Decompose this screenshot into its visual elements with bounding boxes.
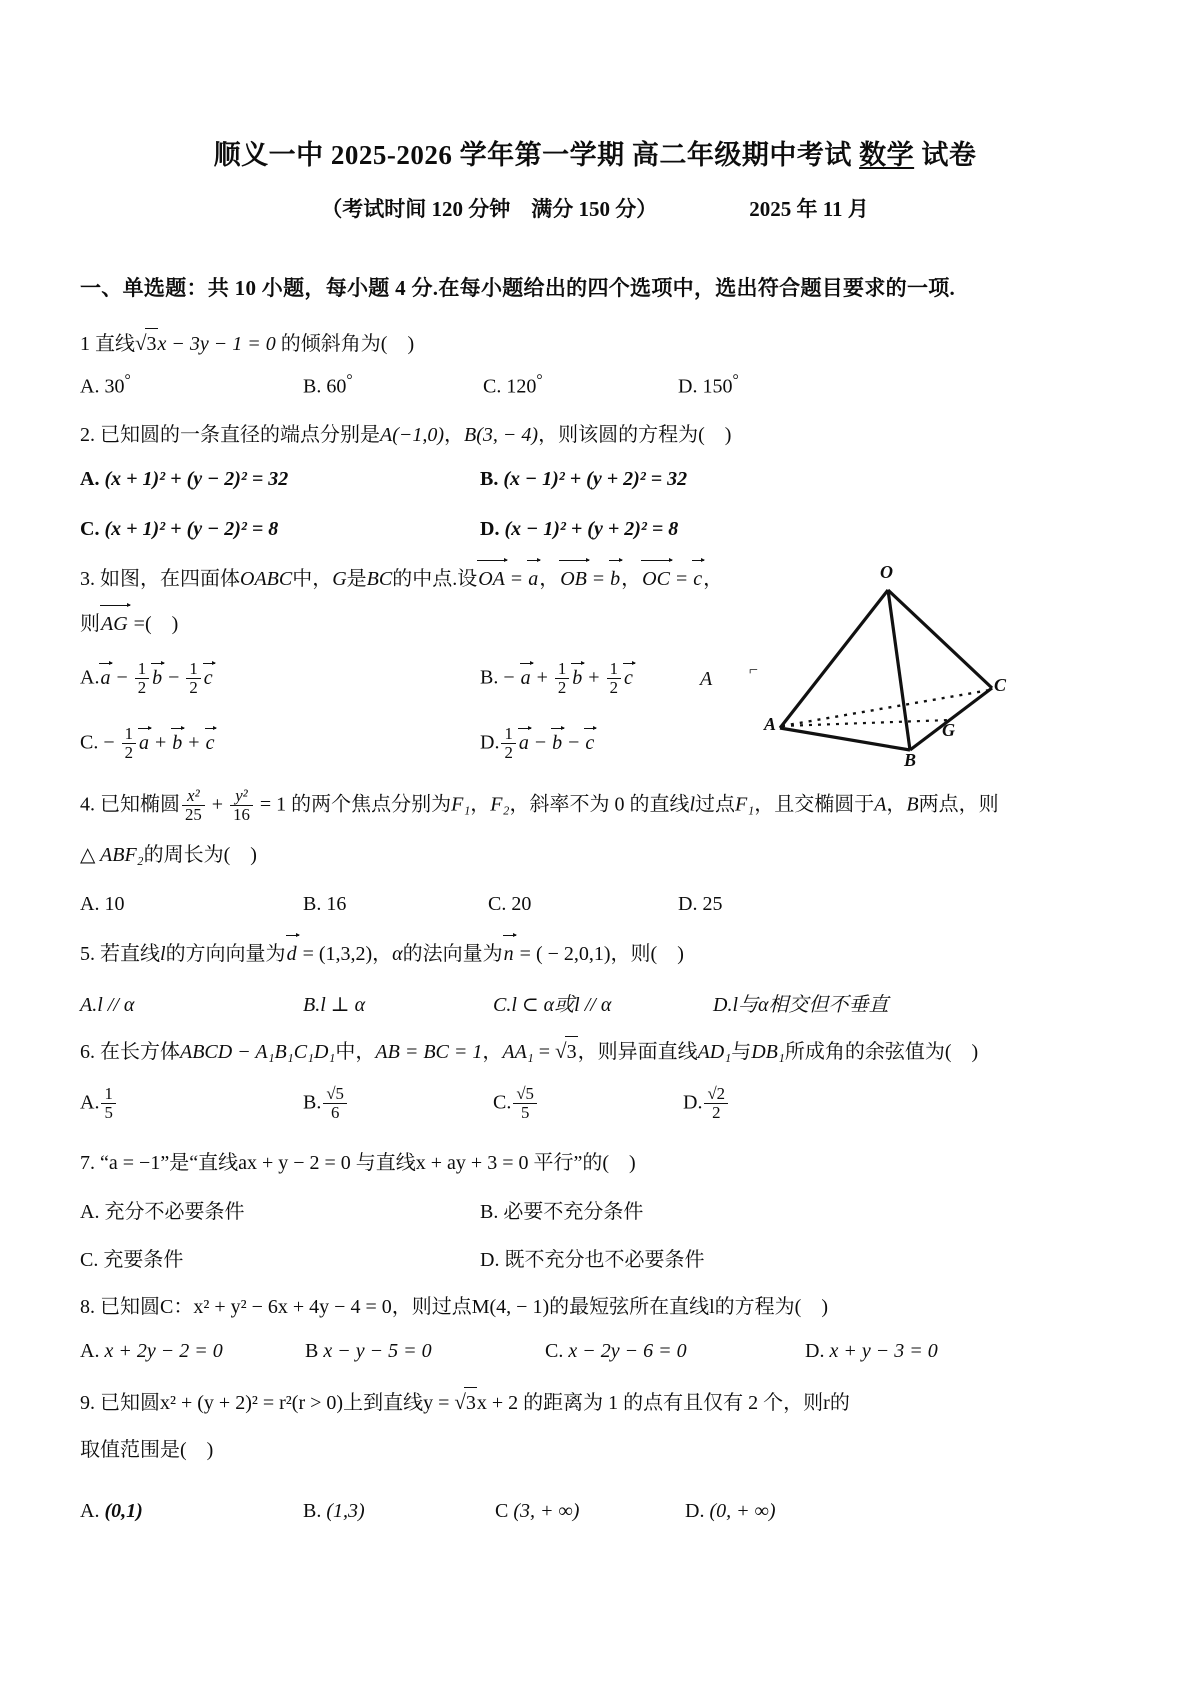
q4-number: 4. bbox=[80, 793, 95, 816]
vector-n: n bbox=[504, 938, 514, 969]
q4-option-a[interactable]: A. 10 bbox=[80, 893, 125, 915]
exam-date: 2025 年 11 月 bbox=[749, 197, 869, 221]
q8-option-d[interactable]: D. x + y − 3 = 0 bbox=[805, 1340, 938, 1362]
question-4-stem: 4. 已知椭圆 $\frac{\text{x²}}{25}$ + $\frac{\text{y²}}{16}$ = 1 的两个焦点分别为F₁，F₂，斜率不为 0 的直线l过点F₁，且交椭圆于A，B两点，则 bbox=[80, 786, 999, 824]
figure-label-o: O bbox=[880, 562, 893, 582]
question-2-options-row2 bbox=[80, 518, 1120, 541]
tetrahedron-svg bbox=[760, 560, 1020, 775]
exam-duration-score: （考试时间 120 分钟 满分 150 分） bbox=[321, 197, 658, 221]
q6-option-d[interactable]: D. $\frac{√2}{2}$ bbox=[683, 1085, 730, 1122]
q9-option-a[interactable]: A. (0,1) bbox=[80, 1500, 143, 1522]
q1-option-a[interactable]: A. 30° bbox=[80, 372, 131, 398]
question-6-options bbox=[80, 1085, 1120, 1122]
question-7-stem bbox=[80, 1148, 1120, 1178]
q2-point-b: B(3, − 4) bbox=[464, 424, 539, 446]
question-8-stem bbox=[80, 1292, 1120, 1322]
q2-option-c[interactable]: C. (x + 1)² + (y − 2)² = 8 bbox=[80, 518, 279, 540]
question-6-stem: 6. 在长方体ABCD − A₁B₁C₁D₁中，AB = BC = 1，AA₁ = √3，则异面直线AD₁与DB₁所成角的余弦值为( ) bbox=[80, 1036, 1120, 1068]
question-4-stem-line2: △ ABF₂的周长为( ) bbox=[80, 844, 257, 866]
q7-option-d[interactable]: D. 既不充分也不必要条件 bbox=[480, 1249, 705, 1271]
vector-c: c bbox=[693, 563, 702, 594]
q6-option-a[interactable]: A. $\frac{1}{5}$ bbox=[80, 1085, 303, 1122]
question-2-stem: 2. 已知圆的一条直径的端点分别是A(−1,0)，B(3, − 4)，则该圆的方程为( ) bbox=[80, 424, 732, 446]
vector-a: a bbox=[528, 563, 538, 594]
q7-number: 7. bbox=[80, 1152, 95, 1174]
title-main: 顺义一中 2025-2026 学年第一学期 高二年级期中考试 bbox=[213, 140, 860, 170]
q5-number: 5. bbox=[80, 943, 95, 965]
question-2-options-row1 bbox=[80, 468, 1120, 491]
vector-OA: OA bbox=[478, 563, 505, 594]
question-8-options bbox=[80, 1340, 1120, 1363]
q8-option-c[interactable]: C. x − 2y − 6 = 0 bbox=[545, 1340, 687, 1362]
sqrt-3: √3 bbox=[555, 1036, 578, 1068]
stray-mark-a: A bbox=[700, 668, 713, 690]
q9-option-d[interactable]: D. (0, + ∞) bbox=[685, 1500, 776, 1522]
q4-option-b[interactable]: B. 16 bbox=[303, 893, 347, 915]
q6-option-c[interactable]: C. $\frac{√5}{5}$ bbox=[493, 1085, 683, 1122]
q8-option-a[interactable]: A. x + 2y − 2 = 0 bbox=[80, 1340, 223, 1362]
section-header-single-choice: 一、单选题：共 10 小题，每小题 4 分.在每小题给出的四个选项中，选出符合题目要求的一项. bbox=[80, 276, 956, 300]
q3-number: 3. bbox=[80, 568, 95, 590]
q3-option-c[interactable]: C. − $\frac{1}{2}$ a + b + c bbox=[80, 724, 215, 762]
q2-option-b[interactable]: B. (x − 1)² + (y + 2)² = 32 bbox=[480, 468, 688, 490]
vector-OB: OB bbox=[560, 563, 587, 594]
vector-d: d bbox=[287, 938, 297, 969]
question-7-options-row2 bbox=[80, 1243, 1120, 1272]
q2-stem-b: ，则该圆的方程为( ) bbox=[538, 424, 732, 446]
q8-stem-text: 已知圆C：x² + y² − 6x + 4y − 4 = 0，则过点M(4, − 1)的最短弦所在直线l的方程为( ) bbox=[100, 1296, 828, 1318]
exam-meta-line bbox=[0, 193, 1190, 223]
frac-y2-16: $\frac{\text{y²}}{16}$ bbox=[230, 787, 253, 824]
q7-option-a[interactable]: A. 充分不必要条件 bbox=[80, 1201, 245, 1223]
q4-option-c[interactable]: C. 20 bbox=[488, 893, 532, 915]
q3-option-b[interactable]: B. − a + $\frac{1}{2}$ b + $\frac{1}{2}$ c bbox=[480, 659, 633, 697]
question-1-options bbox=[80, 372, 1120, 399]
q1-equation: x − 3y − 1 = 0 bbox=[157, 333, 276, 355]
q1-option-c[interactable]: C. 120° bbox=[483, 372, 543, 398]
q1-option-d[interactable]: D. 150° bbox=[678, 372, 739, 398]
sqrt-3: √3 bbox=[454, 1387, 477, 1419]
q1-stem-suffix: 的倾斜角为( ) bbox=[275, 333, 415, 355]
q4-option-d[interactable]: D. 25 bbox=[678, 893, 723, 915]
q9-option-b[interactable]: B. (1,3) bbox=[303, 1500, 365, 1522]
vector-b: b bbox=[610, 563, 620, 594]
q9-option-c[interactable]: C (3, + ∞) bbox=[495, 1500, 580, 1522]
vector-AG: AG bbox=[101, 608, 128, 639]
figure-label-g: G bbox=[942, 720, 955, 740]
figure-label-c: C bbox=[994, 675, 1007, 695]
q2-point-a: A(−1,0) bbox=[380, 424, 445, 446]
sqrt-3: √3 bbox=[135, 328, 158, 360]
figure-label-a: A bbox=[764, 714, 777, 734]
q2-option-d[interactable]: D. (x − 1)² + (y + 2)² = 8 bbox=[480, 518, 679, 540]
vector-OC: OC bbox=[642, 563, 670, 594]
q2-number: 2 bbox=[80, 424, 90, 446]
figure-label-b: B bbox=[904, 750, 917, 770]
q5-option-b[interactable]: B.l ⊥ α bbox=[303, 994, 366, 1016]
q3-option-a[interactable]: A.a − $\frac{1}{2}$ b − $\frac{1}{2}$ c bbox=[80, 659, 213, 697]
q5-option-d[interactable]: D.l与α相交但不垂直 bbox=[713, 994, 889, 1016]
question-5-options bbox=[80, 988, 1120, 1017]
question-7-options-row1 bbox=[80, 1195, 1120, 1224]
frac-x2-25: $\frac{\text{x²}}{25}$ bbox=[182, 787, 205, 824]
q3-option-d[interactable]: D. $\frac{1}{2}$ a − b − c bbox=[480, 724, 595, 762]
question-4-options bbox=[80, 893, 1120, 916]
q8-number: 8. bbox=[80, 1296, 95, 1318]
question-1-stem bbox=[80, 328, 1120, 360]
q8-option-b[interactable]: B x − y − 5 = 0 bbox=[305, 1340, 432, 1362]
title-subject: 数学 bbox=[859, 140, 915, 170]
question-5-stem: 5. 若直线l的方向向量为d = (1,3,2)，α的法向量为n = ( − 2,0,1)，则( ) bbox=[80, 938, 1120, 969]
q2-stem-a: 已知圆的一条直径的端点分别是 bbox=[100, 424, 380, 446]
page-title bbox=[0, 133, 1190, 172]
q5-option-a[interactable]: A.l // α bbox=[80, 994, 135, 1016]
q5-option-c[interactable]: C.l ⊂ α或l // α bbox=[493, 994, 612, 1016]
question-3-stem: 3. 如图，在四面体OABC中，G是BC的中点.设OA = a，OB = b，OC = c， bbox=[80, 563, 770, 594]
q7-option-c[interactable]: C. 充要条件 bbox=[80, 1249, 184, 1271]
title-tail: 试卷 bbox=[914, 140, 977, 170]
q1-option-b[interactable]: B. 60° bbox=[303, 372, 353, 398]
q1-number: 1 bbox=[80, 333, 90, 355]
q7-option-b[interactable]: B. 必要不充分条件 bbox=[480, 1201, 644, 1223]
q9-number: 9. bbox=[80, 1392, 95, 1414]
q2-option-a[interactable]: A. (x + 1)² + (y − 2)² = 32 bbox=[80, 468, 289, 490]
q1-stem-prefix: 直线 bbox=[95, 333, 135, 355]
question-3-stem-line2: 则AG =( ) bbox=[80, 608, 770, 639]
q4-triangle: △ ABF₂ bbox=[80, 844, 144, 866]
q6-number: 6. bbox=[80, 1041, 95, 1063]
question-9-stem: 9. 已知圆x² + (y + 2)² = r²(r > 0)上到直线y = √3x + 2 的距离为 1 的点有且仅有 2 个，则r的 bbox=[80, 1387, 1120, 1419]
q7-stem-text: “a = −1”是“直线ax + y − 2 = 0 与直线x + ay + 3 = 0 平行”的( ) bbox=[100, 1152, 636, 1174]
stray-mark-bracket: ⌐ bbox=[748, 662, 759, 679]
q6-option-b[interactable]: B. $\frac{√5}{6}$ bbox=[303, 1085, 493, 1122]
figure-tetrahedron-oabc bbox=[760, 560, 1020, 775]
question-9-options bbox=[80, 1500, 1120, 1523]
question-9-stem-line2: 取值范围是( ) bbox=[80, 1439, 214, 1461]
